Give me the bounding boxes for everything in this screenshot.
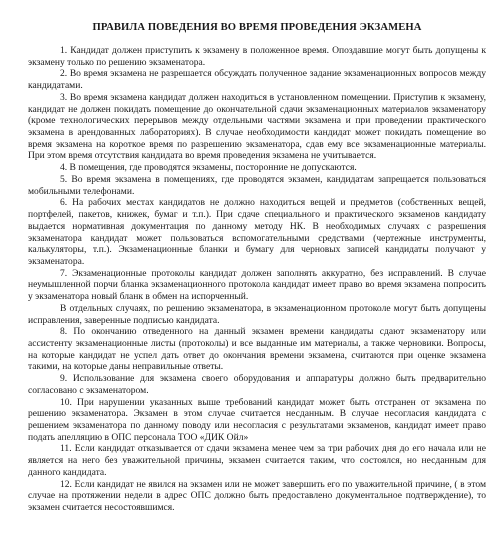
rule-paragraph-10: 10. При нарушении указанных выше требований кандидат может быть отстранен от экзамена по решению экзаменатора. Экзамен в этом случае считается несданным. В случае несогласия кандидата с решением экзаменатора по данному поводу или несогласия с результатами экзаменов, кандидат имеет право подать апелляцию в ОПС персонала ТОО «ДИК Ойл» <box>28 396 486 443</box>
rule-paragraph-5: 5. Во время экзамена в помещениях, где проводятся экзамен, кандидатам запрещается пользоваться мобильными телефонами. <box>28 173 486 197</box>
rule-paragraph-12: 12. Если кандидат не явился на экзамен или не может завершить его по уважительной причине, ( в этом случае на протяжении недели в адрес ОПС должно быть предоставлено документальное подтверждение), то экзамен считается несостоявшимся. <box>28 478 486 514</box>
rule-paragraph-8: 8. По окончанию отведенного на данный экзамен времени кандидаты сдают экзаменатору или ассистенту экзаменационные листы (протоколы) и все выданные им материалы, а также черновики. Вопросы, на которые кандидат не успел дать ответ до окончания времени экзамена, считаются при оценке экзамена такими, на которые даны неправильные ответы. <box>28 326 486 373</box>
rule-paragraph-4: 4. В помещения, где проводятся экзамены, посторонние не допускаются. <box>60 162 357 174</box>
rule-paragraph-2: 2. Во время экзамена не разрешается обсуждать полученное задание экзаменационных вопросов между кандидатами. <box>28 68 486 92</box>
document-title: ПРАВИЛА ПОВЕДЕНИЯ ВО ВРЕМЯ ПРОВЕДЕНИЯ ЭКЗАМЕНА <box>92 22 422 33</box>
rule-paragraph-6: 6. На рабочих местах кандидатов не должно находиться вещей и предметов (собственных вещей, портфелей, пакетов, книжек, бумаг и т.п.). При сдаче специального и практического экзаменов кандидату выдается нормативная документация по данному методу НК. В необходимых случаях с разрешения экзаменатора кандидат может пользоваться вспомогательными средствами (чертежные инструменты, калькуляторы, т.п.). Экзаменационные бланки и бумагу для черновых записей кандидаты получают у экзаменатора. <box>28 197 486 267</box>
rule-paragraph-7-note: В отдельных случаях, по решению экзаменатора, в экзаменационном протоколе могут быть допущены исправления, заверенные подписью кандидата. <box>28 302 486 326</box>
rule-paragraph-11: 11. Если кандидат отказывается от сдачи экзамена менее чем за три рабочих дня до его начала или не является на него без уважительной причины, экзамен считается таким, что состоялся, но несданным для данного кандидата. <box>28 443 486 478</box>
rule-paragraph-1: 1. Кандидат должен приступить к экзамену в положенное время. Опоздавшие могут быть допущены к экзамену только по решению экзаменатора. <box>28 45 486 68</box>
rule-paragraph-9: 9. Использование для экзамена своего оборудования и аппаратуры должно быть предварительно согласовано с экзаменатором. <box>28 373 486 396</box>
rule-paragraph-3: 3. Во время экзамена кандидат должен находиться в установленном помещении. Приступив к экзамену, кандидат не должен покидать помещение до окончательной сдачи экзаменационных материалов экзаменатору (кроме технологических перерывов между отдельными частями экзамена и при проведении практического экзамена в арендованных лабораториях). В случае необходимости кандидат может покидать помещение во время экзамена на короткое время по разрешению экзаменатора, сдав ему все экзаменационные материалы. При этом время отсутствия кандидата во время проведения экзамена не учитывается. <box>28 91 486 162</box>
rule-paragraph-7: 7. Экзаменационные протоколы кандидат должен заполнять аккуратно, без исправлений. В случае неумышленной порчи бланка экзаменационного протокола кандидат имеет право во время экзамена попросить у экзаменатора новый бланк в обмен на испорченный. <box>28 267 486 303</box>
